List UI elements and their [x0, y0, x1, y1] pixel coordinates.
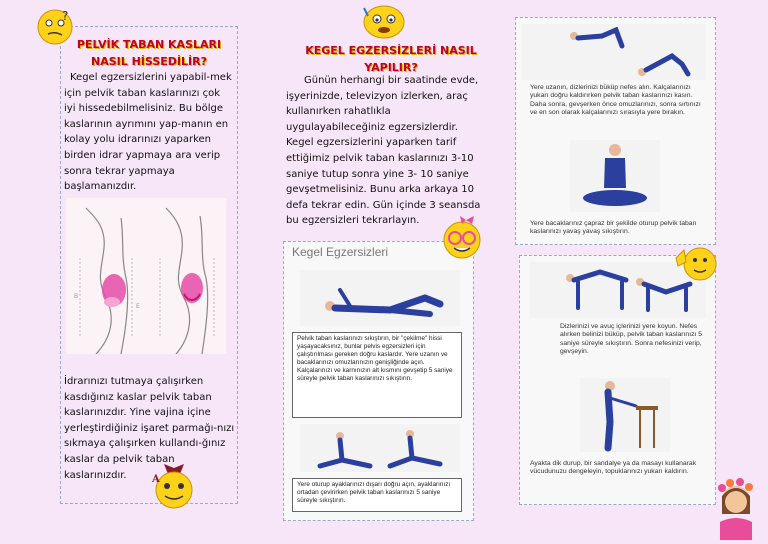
hands-knees-caption: Dizlerinizi ve avuç içlerinizi yere koyun. Nefes alırken belinizi büküp, pelvik taban kaslarınızı 5 saniye süreyle sıkıştırın. Sonra nefesinizi verip, gevşeyin.	[560, 323, 703, 355]
woman-flower-crown-emoji-icon	[706, 474, 766, 544]
pelvic-floor-paragraph-1: Kegel egzersizlerini yapabil-mek için pelvik taban kaslarınızı çok iyi hissedebilmelisiniz. Bu bölge kaslarının ayrımını yap-manın en kolay yolu idrarınızı yaparken birden idrar yapmaya ara verip sonra tekrar yapmaya başlamanızdır.	[64, 72, 232, 193]
nerd-emoji-icon	[440, 214, 484, 266]
svg-text:E: E	[136, 303, 140, 310]
kegel-how-title: KEGEL EGZERSİZLERİ NASIL YAPILIR?	[305, 44, 477, 74]
sweat-emoji-icon	[358, 2, 410, 44]
lying-exercise-caption: Pelvik taban kaslarınızı sıkıştırın, bir "çekilme" hissi yaşayacaksınız, bunlar pelvis egzersizleri için çalıştırılması gereken doğru kaslardır. Yere uzanın ve bacaklarınızı omuzlarınızın genişliğinde açın. Kalçalarınızı ve karnınızın alt kısmını gevşetip 5 saniye süreyle pelvik taban kaslarınızı sıkıştırın.	[292, 332, 462, 418]
sitting-exercise-illustration	[300, 424, 460, 472]
bridge-exercise-caption: Yere uzanın, dizlerinizi büküp nefes alın. Kalçalarınızı yukarı doğru kaldırırken pelvik taban kaslarınızı kasın. Daha sonra, gevşerken önce omuzlarınızı, sonra sırtınızı ve en son olarak kalçalarınızı sırasıyla yere bırakın.	[530, 84, 701, 116]
thinking-emoji-icon	[34, 6, 76, 52]
svg-text:B: B	[74, 293, 79, 300]
cross-legged-caption: Yere bacaklarınız çapraz bir şekilde oturup pelvik taban kaslarınızı yavaş yavaş sıkıştırın.	[530, 220, 697, 236]
pelvic-floor-title: PELVİK TABAN KASLARI NASIL HİSSEDİLİR?	[76, 38, 222, 68]
bridge-exercise-illustration	[522, 24, 706, 80]
kegel-how-paragraph: Günün herhangi bir saatinde evde, işyerinizde, televizyon izlerken, araç kullanırken rahatlıkla uygulayabileceğiniz egzersizlerdir. Kegel egzersizlerini yaparken tarif ettiğimiz pelvik taban kaslarınızı 3-10 saniye tutup sonra yine 3- 10 saniye gevşetmelisiniz. Bunu arka arkaya 10 defa tekrar edin. Gün içinde 3 seansda bu egzersizleri tekrarlayın.	[286, 75, 481, 227]
pelvic-floor-paragraph-2: İdrarınızı tutmaya çalışırken kasdığınız kaslar pelvik taban kaslarınızdır. Yine vajina içine yerleştirdiğiniz işaret parmağı-nızı sıkmaya çalışırken kullandı-ğınız kaslar da pelvik taban kaslarınızdır.	[64, 376, 235, 481]
cross-legged-illustration	[570, 140, 660, 212]
sitting-exercise-caption: Yere oturup ayaklarınızı dışarı doğru açın, ayaklarınızı ortadan çevirirken pelvik taban kaslarınızı 5 saniye süreyle sıkıştırın.	[292, 478, 462, 512]
heel-raise-caption: Ayakta dik durup, bir sandalye ya da masayı kullanarak vücudunuzu dengeleyin, topuklarınızı yukarı kaldırın.	[530, 460, 697, 476]
heel-raise-illustration	[580, 378, 670, 452]
svg-text:?: ?	[62, 9, 69, 23]
lying-exercise-illustration	[300, 270, 460, 326]
thumbs-up-emoji-icon	[672, 240, 720, 288]
kegel-image-heading: Kegel Egzersizleri	[292, 245, 389, 259]
angel-emoji-icon	[146, 456, 202, 516]
svg-text:A: A	[152, 474, 160, 485]
pelvis-anatomy-illustration	[66, 198, 226, 354]
